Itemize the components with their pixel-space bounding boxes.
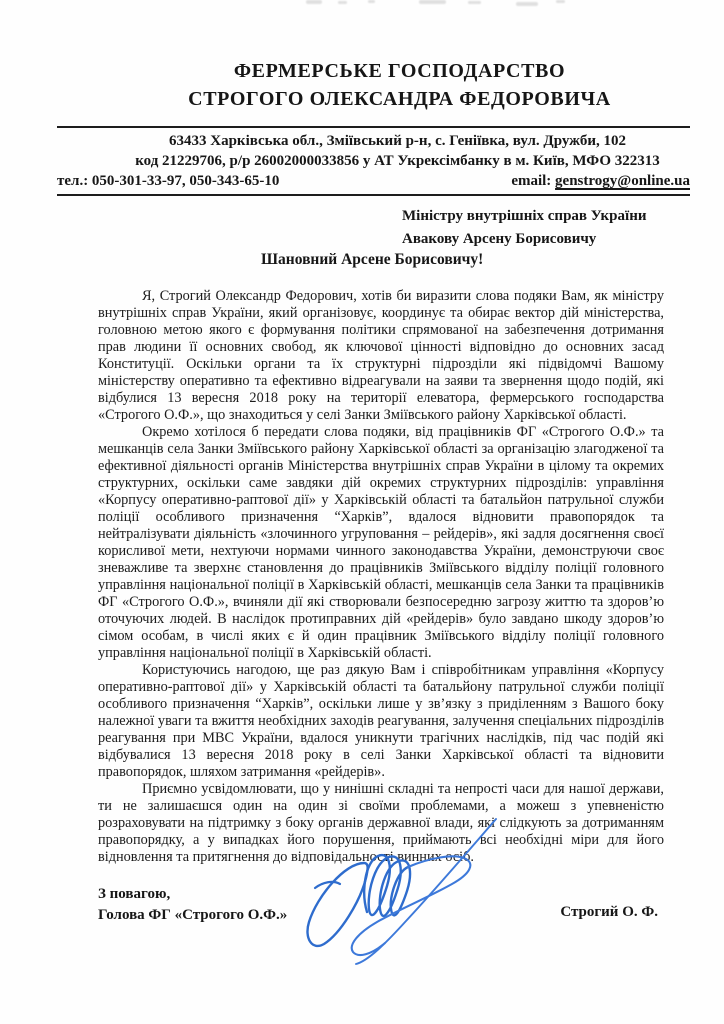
email-address: genstrogy@online.ua [555, 173, 690, 189]
letterhead [57, 0, 690, 196]
letterhead-title [83, 57, 716, 113]
signoff-regards: З повагою, [98, 886, 171, 902]
letterhead-bottom-rule [57, 194, 690, 196]
paragraph-3: Користуючись нагодою, ще раз дякую Вам і співробітникам управління «Корпусу оперативно-раптової дії» у Харківській області та батальйону патрульної служби поліції особливого призначення “Харків”, оскільки лише у зв’язку з приділенням з Вашого боку належної уваги та вжиття необхідних заходів реагування, залучення спеціальних підрозділів реагування при МВС України, вдалося уникнути трагічних наслідків, під час подій які відбувалися 13 вересня 2018 року в селі Занки Харківської області та відновити правопорядок, шляхом затримання «рейдерів». [98, 662, 664, 780]
signoff-name: Строгий О. Ф. [560, 904, 658, 920]
signoff-block [98, 884, 658, 926]
letterhead-contact-block [57, 128, 690, 191]
bank-details-line: код 21229706, р/р 26002000033856 у АТ Укрексімбанку в м. Київ, МФО 322313 [135, 153, 660, 169]
paragraph-2: Окремо хотілося б передати слова подяки, від працівників ФГ «Строгого О.Ф.» та мешканців села Занки Зміївського району Харківської області за організацію злагодженої та ефективної діяльності органів Міністерства внутрішніх справ України в цілому та окремих структурних, оскільки саме завдяки дій окремих структурних підрозділів: управління «Корпусу оперативно-раптової дії» у Харківській області та батальйон патрульної служби поліції особливого призначення “Харків”, вдалося відновити правопорядок та нейтралізувати діяльність «злочинного угруповання – рейдерів», які задля досягнення своєї корисливої мети, нехтуючи нормами чинного законодавства України, демонструючи своє зневажливе та зверхнє становлення до працівників Зміївського відділу поліції головного управління національної поліції в Харківській області, мешканців села Занки та працівників ФГ «Строгого О.Ф.», вчиняли дії які створювали безпосередню загрозу життю та здоров’ю оточуючих людей. В наслідок протиправних дій «рейдерів» було завдано шкоду здоров’ю сімом особам, в числі яких є й один працівник Зміївського відділу поліції головного управління національної поліції в Харківській області. [98, 424, 664, 661]
farm-name-line1: ФЕРМЕРСЬКЕ ГОСПОДАРСТВО [233, 60, 566, 82]
signoff-left [98, 884, 287, 926]
signoff-position: Голова ФГ «Строгого О.Ф.» [98, 907, 288, 923]
email-block [511, 171, 690, 191]
recipient-name: Авакову Арсену Борисовичу [402, 231, 597, 247]
recipient-title: Міністру внутрішніх справ України [402, 208, 647, 224]
paragraph-4: Приємно усвідомлювати, що у нинішні складні та непрості часи для нашої держави, ти не залишаєшся один на один зі своїми проблемами, а можеш з упевненістю розраховувати на підтримку з боку органів державної влади, які слідкують за дотриманням правопорядку, а у випадках його порушення, приймають всі необхідні міри для його відновлення та притягнення до відповідальності винних осіб. [98, 781, 664, 865]
phone-email-row [57, 171, 690, 191]
email-label: email: [511, 173, 552, 189]
phone-numbers: тел.: 050-301-33-97, 050-343-65-10 [57, 173, 280, 189]
postal-address-line: 63433 Харківська обл., Зміївський р-н, с. Геніївка, вул. Дружби, 102 [169, 133, 626, 149]
paragraph-1: Я, Строгий Олександр Федорович, хотів би виразити слова подяки Вам, як міністру внутрішніх справ України, який організовує, координує та обирає вектор дій міністерства, головною метою якого є формування політики спрямованої на забезпечення дотримання прав людини її основних свобод, як ключової цінності відповідно до основних засад Конституції. Оскільки органи та їх структурні підрозділи які підвідомчі Вашому міністерству оперативно та ефективно відреагували на заяви та звернення щодо подій, які відбулися 13 вересня 2018 року на території елеватора, фермерського господарства «Строгого О.Ф.», що знаходиться у селі Занки Зміївського району Харківської області. [98, 288, 664, 423]
farm-name-line2: СТРОГОГО ОЛЕКСАНДРА ФЕДОРОВИЧА [188, 88, 611, 110]
salutation: Шановний Арсене Борисовичу! [261, 251, 484, 268]
recipient-block [402, 205, 646, 251]
letter-body [98, 288, 664, 866]
